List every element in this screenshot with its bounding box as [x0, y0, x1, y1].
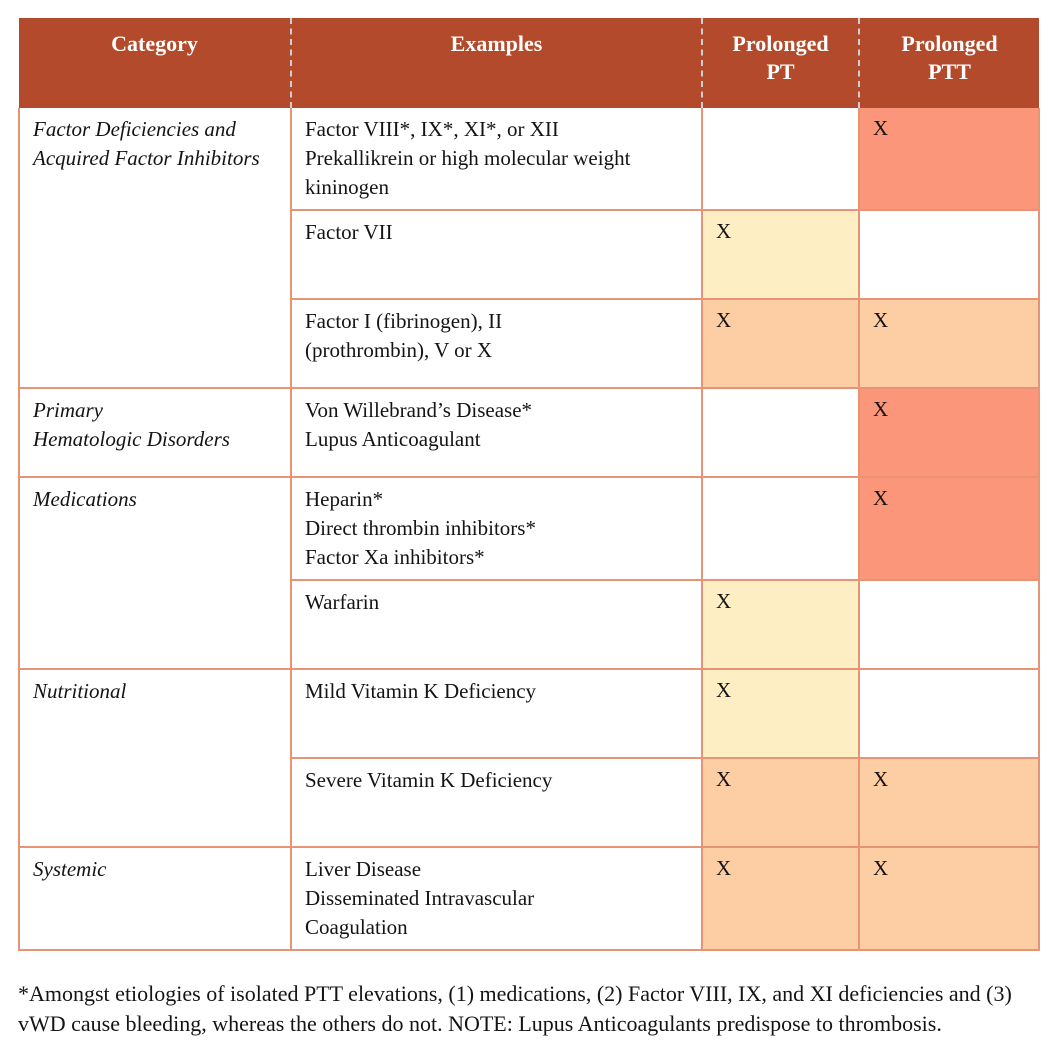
- prolonged-ptt-cell: [859, 210, 1039, 299]
- prolonged-pt-cell: [702, 847, 859, 950]
- example-line: Direct thrombin inhibitors*: [305, 516, 536, 540]
- category-line: Hematologic Disorders: [33, 427, 230, 451]
- column-header-examples: [291, 18, 702, 108]
- table-row: [19, 477, 1039, 580]
- examples-cell: [291, 210, 702, 299]
- prolonged-pt-cell: [702, 299, 859, 388]
- example-line: Heparin*: [305, 487, 384, 511]
- category-line: Factor Deficiencies and: [33, 117, 236, 141]
- prolonged-pt-cell: [702, 108, 859, 210]
- examples-cell: [291, 108, 702, 210]
- examples-cell: [291, 299, 702, 388]
- prolonged-pt-cell: [702, 580, 859, 669]
- examples-cell: [291, 388, 702, 477]
- ptt-mark: X: [873, 116, 889, 140]
- column-header-label-line: PT: [766, 59, 795, 84]
- example-line: Severe Vitamin K Deficiency: [305, 768, 553, 792]
- example-line: Liver Disease: [305, 857, 422, 881]
- category-cell: [19, 477, 291, 669]
- prolonged-pt-cell: [702, 388, 859, 477]
- example-line: Warfarin: [305, 590, 380, 614]
- prolonged-pt-cell: [702, 669, 859, 758]
- category-line: Systemic: [33, 857, 107, 881]
- pt-mark: X: [716, 767, 732, 791]
- prolonged-ptt-cell: [859, 758, 1039, 847]
- prolonged-ptt-cell: [859, 847, 1039, 950]
- prolonged-ptt-cell: [859, 477, 1039, 580]
- column-header-prolonged-ptt: [859, 18, 1039, 108]
- prolonged-ptt-cell: [859, 108, 1039, 210]
- pt-mark: X: [716, 678, 732, 702]
- category-line: Primary: [33, 398, 103, 422]
- prolonged-pt-cell: [702, 210, 859, 299]
- column-header-label: Category: [111, 31, 198, 56]
- example-line: Factor VIII*, IX*, XI*, or XII: [305, 117, 559, 141]
- prolonged-ptt-cell: [859, 669, 1039, 758]
- table-header: [19, 18, 1039, 108]
- footnote-text: *Amongst etiologies of isolated PTT elevations, (1) medications, (2) Factor VIII, IX, and XI deficiencies and (3) vWD cause bleeding, whereas the others do not. NOTE: Lupus Anticoagulants predispose to thrombosis.: [18, 981, 1012, 1036]
- category-line: Acquired Factor Inhibitors: [33, 146, 260, 170]
- table-row: [19, 108, 1039, 210]
- ptt-mark: X: [873, 856, 889, 880]
- example-line: Factor VII: [305, 220, 393, 244]
- ptt-mark: X: [873, 308, 889, 332]
- ptt-mark: X: [873, 397, 889, 421]
- examples-cell: [291, 847, 702, 950]
- column-header-category: [19, 18, 291, 108]
- example-line: Lupus Anticoagulant: [305, 427, 481, 451]
- example-line: Disseminated Intravascular: [305, 886, 535, 910]
- pt-mark: X: [716, 589, 732, 613]
- example-line: Factor I (fibrinogen), II: [305, 309, 503, 333]
- pt-mark: X: [716, 219, 732, 243]
- example-line: Coagulation: [305, 915, 408, 939]
- prolonged-pt-cell: [702, 477, 859, 580]
- pt-mark: X: [716, 308, 732, 332]
- ptt-mark: X: [873, 486, 889, 510]
- example-line: Von Willebrand’s Disease*: [305, 398, 533, 422]
- column-header-label: Examples: [450, 31, 543, 56]
- coagulation-table: [18, 18, 1040, 951]
- column-header-label-line: PTT: [928, 59, 971, 84]
- example-line: Mild Vitamin K Deficiency: [305, 679, 537, 703]
- category-cell: [19, 108, 291, 388]
- header-row: [19, 18, 1039, 108]
- prolonged-pt-cell: [702, 758, 859, 847]
- examples-cell: [291, 477, 702, 580]
- column-header-label-line: Prolonged: [732, 31, 829, 56]
- examples-cell: [291, 758, 702, 847]
- pt-mark: X: [716, 856, 732, 880]
- category-cell: [19, 669, 291, 847]
- category-cell: [19, 847, 291, 950]
- prolonged-ptt-cell: [859, 388, 1039, 477]
- example-line: Factor Xa inhibitors*: [305, 545, 485, 569]
- table-row: [19, 388, 1039, 477]
- example-line: (prothrombin), V or X: [305, 338, 493, 362]
- table-row: [19, 669, 1039, 758]
- prolonged-ptt-cell: [859, 580, 1039, 669]
- examples-cell: [291, 580, 702, 669]
- ptt-mark: X: [873, 767, 889, 791]
- example-line: Prekallikrein or high molecular weight: [305, 146, 631, 170]
- examples-cell: [291, 669, 702, 758]
- category-cell: [19, 388, 291, 477]
- example-line: kininogen: [305, 175, 389, 199]
- category-line: Medications: [33, 487, 137, 511]
- prolonged-ptt-cell: [859, 299, 1039, 388]
- column-header-prolonged-pt: [702, 18, 859, 108]
- category-line: Nutritional: [33, 679, 127, 703]
- column-header-label-line: Prolonged: [901, 31, 998, 56]
- table-row: [19, 847, 1039, 950]
